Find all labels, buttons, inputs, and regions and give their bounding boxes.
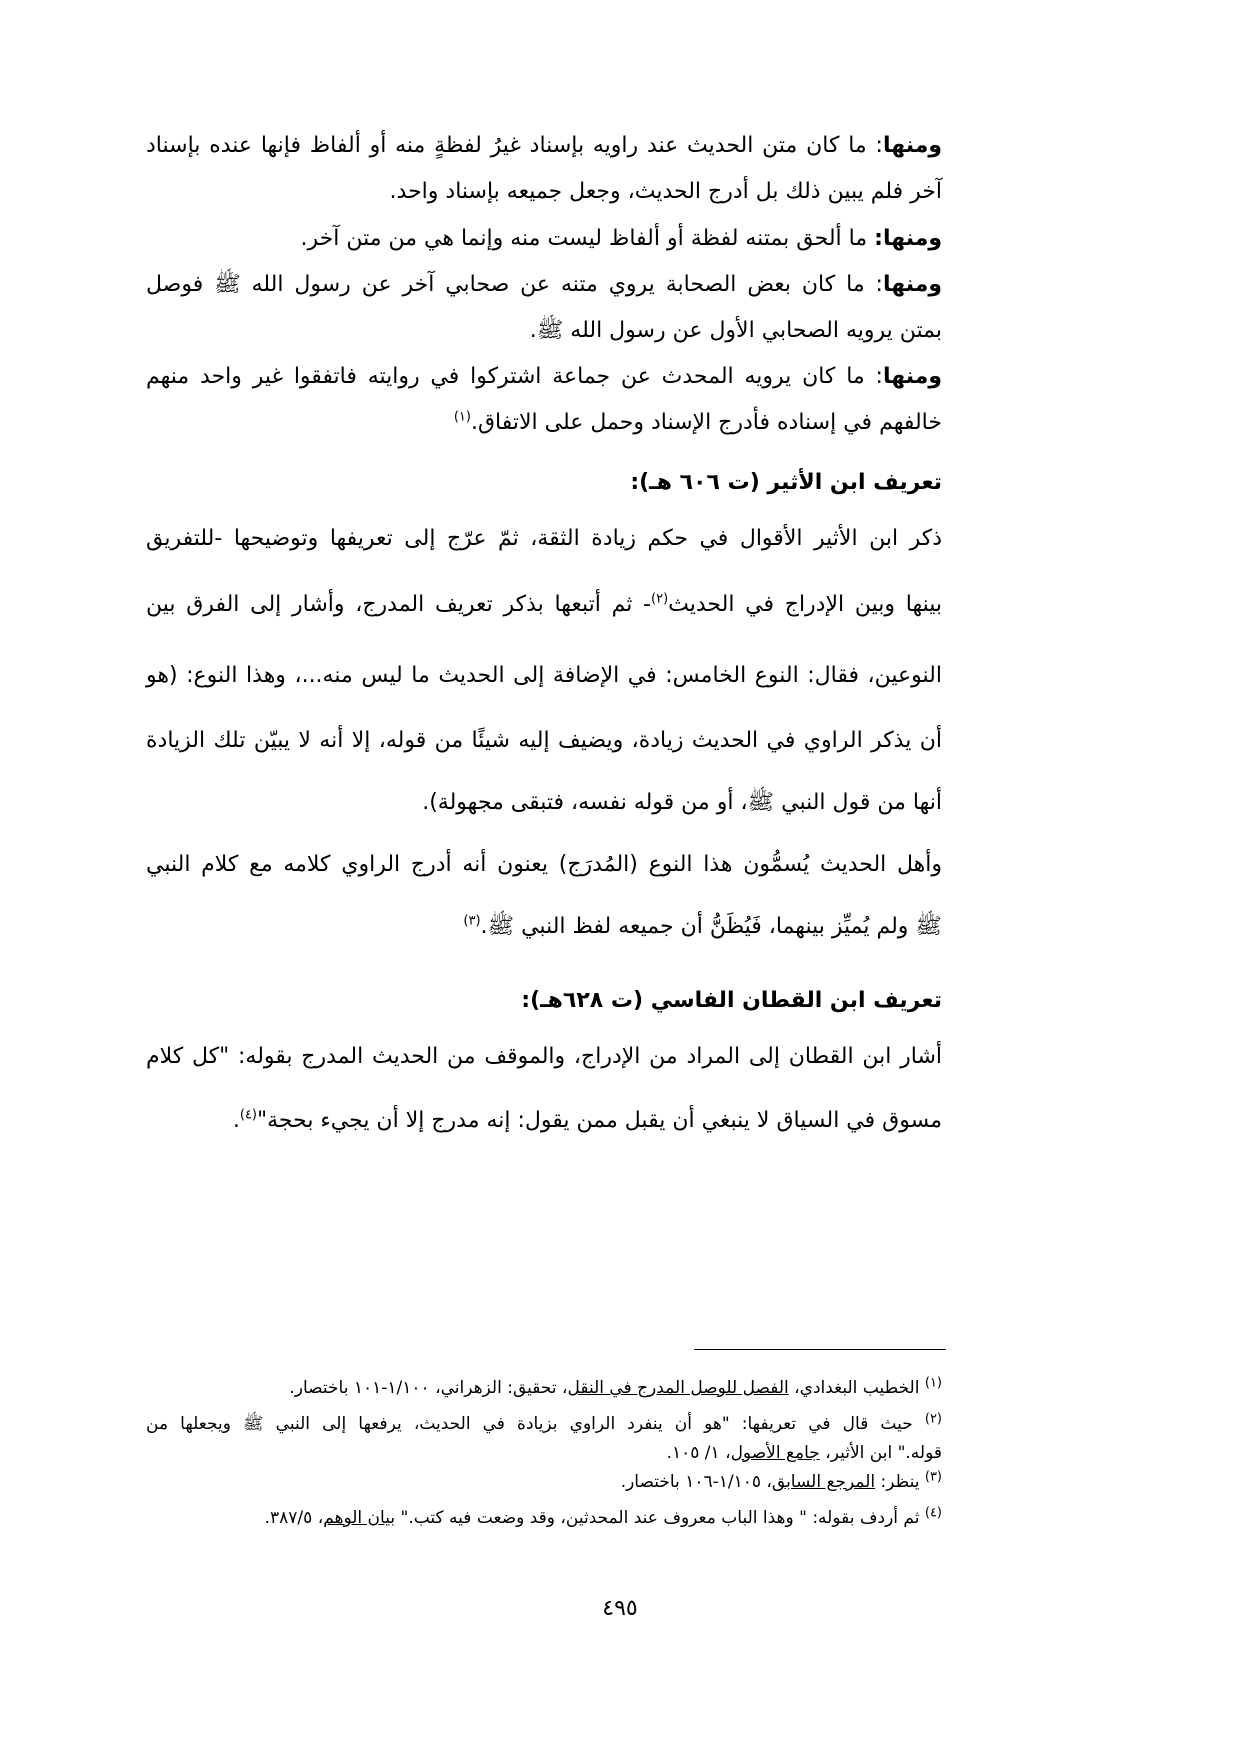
book-title: بيان الوهم xyxy=(323,1508,396,1528)
footnote-number: (١) xyxy=(924,1375,942,1391)
paragraph-5-line-4: أن يذكر الراوي في الحديث زيادة، ويضيف إليه شيئًا من قوله، إلا أنه لا يبيّن تلك الزيادة xyxy=(146,728,942,753)
section-heading-ibn-al-athir: تعريف ابن الأثير (ت ٦٠٦ هـ): xyxy=(630,470,942,495)
footnote-ref-3: (٣) xyxy=(463,913,481,929)
footnote-separator xyxy=(694,1349,946,1350)
footnote-number: (٤) xyxy=(924,1505,942,1521)
page-number: ٤٩٥ xyxy=(602,1596,638,1621)
paragraph-5-line-2: بينها وبين الإدراج في الحديث$^{(٢)}$- ثم أتبعها بذكر تعريف المدرج، وأشار إلى الفرق بين xyxy=(146,591,942,617)
paragraph-4-line-1: ومنها: ما كان يرويه المحدث عن جماعة اشتركوا في روايته فاتفقوا غير واحد منهم xyxy=(146,364,942,389)
paragraph-5-line-1: ذكر ابن الأثير الأقوال في حكم زيادة الثقة، ثمّ عرّج إلى تعريفها وتوضيحها -للتفريق xyxy=(146,526,942,551)
paragraph-5-line-3: النوعين، فقال: النوع الخامس: في الإضافة إلى الحديث ما ليس منه...، وهذا النوع: (هو xyxy=(146,663,942,688)
footnote-number: (٢) xyxy=(924,1411,942,1427)
book-title: الفصل للوصل المدرج في النقل xyxy=(567,1378,789,1398)
paragraph-7-line-1: أشار ابن القطان إلى المراد من الإدراج، والموقف من الحديث المدرج بقوله: "كل كلام xyxy=(146,1044,942,1069)
footnote-ref-4: (٤) xyxy=(239,1107,257,1123)
keyword: ومنها xyxy=(882,133,942,158)
paragraph-3-line-1: ومنها: ما كان بعض الصحابة يروي متنه عن صحابي آخر عن رسول الله ﷺ فوصل xyxy=(146,272,942,297)
footnote-1: $^{(١)}$ الخطيب البغدادي، الفصل للوصل المدرج في النقل، تحقيق: الزهراني، ١/١٠٠-١٠١ باختصار. xyxy=(289,1375,942,1398)
paragraph-1-line-1: ومنها: ما كان متن الحديث عند راويه بإسناد غيرُ لفظةٍ منه أو ألفاظ فإنها عنده بإسناد xyxy=(146,133,942,158)
footnote-ref-2: (٢) xyxy=(651,591,669,607)
paragraph-6-line-2: ﷺ ولم يُميِّز بينهما، فَيُظَنُّ أن جميعه لفظ النبي ﷺ.$^{(٣)}$ xyxy=(463,913,942,939)
footnote-ref-1: (١) xyxy=(453,409,471,425)
keyword: ومنها xyxy=(882,364,942,389)
footnote-3: $^{(٣)}$ ينظر: المرجع السابق، ١/١٠٥-١٠٦ باختصار. xyxy=(620,1469,942,1492)
paragraph-4-line-2: خالفهم في إسناده فأدرج الإسناد وحمل على الاتفاق.$^{(١)}$ xyxy=(453,409,942,435)
paragraph-7-line-2: مسوق في السياق لا ينبغي أن يقبل ممن يقول: إنه مدرج إلا أن يجيء بحجة"$^{(٤)}$. xyxy=(232,1107,942,1133)
paragraph-2-line-1: ومنها: ما ألحق بمتنه لفظة أو ألفاظ ليست منه وإنما هي من متن آخر. xyxy=(300,226,942,251)
paragraph-6-line-1: وأهل الحديث يُسمُّون هذا النوع (المُدرَج) يعنون أنه أدرج الراوي كلامه مع كلام النبي xyxy=(146,852,942,877)
footnote-2-line-2: قوله." ابن الأثير، جامع الأصول، ١/ ١٠٥. xyxy=(666,1443,942,1463)
paragraph-5-line-5: أنها من قول النبي ﷺ، أو من قوله نفسه، فتبقى مجهولة). xyxy=(422,790,942,815)
keyword: ومنها: xyxy=(874,226,942,251)
section-heading-ibn-al-qattan: تعريف ابن القطان الفاسي (ت ٦٢٨هـ): xyxy=(521,988,942,1013)
book-title: المرجع السابق xyxy=(771,1472,876,1492)
paragraph-3-line-2: بمتن يرويه الصحابي الأول عن رسول الله ﷺ. xyxy=(529,318,942,343)
footnote-number: (٣) xyxy=(924,1469,942,1485)
paragraph-1-line-2: آخر فلم يبين ذلك بل أدرج الحديث، وجعل جميعه بإسناد واحد. xyxy=(389,179,942,204)
footnote-4: $^{(٤)}$ ثم أردف بقوله: " وهذا الباب معروف عند المحدثين، وقد وضعت فيه كتب." بيان الوهم، ٣٨٧/٥. xyxy=(264,1505,942,1528)
book-title: جامع الأصول xyxy=(730,1443,820,1463)
keyword: ومنها xyxy=(882,272,942,297)
footnote-2-line-1: $^{(٢)}$ حيث قال في تعريفها: "هو أن ينفرد الراوي بزيادة في الحديث، يرفعها إلى النبي ﷺ ويجعلها من xyxy=(146,1411,942,1434)
